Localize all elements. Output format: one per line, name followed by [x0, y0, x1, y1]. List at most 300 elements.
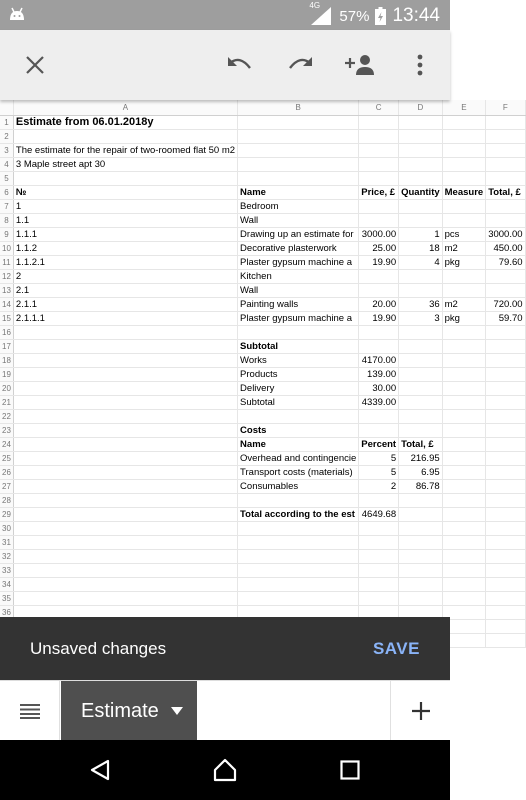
cell-e27[interactable] — [442, 479, 486, 493]
cell-f19[interactable] — [486, 367, 525, 381]
cell-b23[interactable]: Costs — [238, 423, 359, 437]
column-header-row — [0, 100, 525, 115]
cell-d33[interactable] — [399, 563, 443, 577]
row-header[interactable]: 2 — [0, 129, 13, 143]
sheets-menu-button[interactable] — [0, 681, 60, 741]
cell-c6[interactable]: Price, £ — [359, 185, 399, 199]
table-row — [0, 479, 525, 493]
cell-c18[interactable]: 4170.00 — [359, 353, 399, 367]
row-header[interactable]: 36 — [0, 605, 13, 619]
cell-b1[interactable] — [238, 115, 359, 129]
cell-d31[interactable] — [399, 535, 443, 549]
cell-f30[interactable] — [486, 521, 525, 535]
row-header[interactable]: 9 — [0, 227, 13, 241]
table-row — [0, 325, 525, 339]
cell-e26[interactable] — [442, 465, 486, 479]
column-header-d[interactable]: D — [399, 100, 443, 115]
table-row — [0, 367, 525, 381]
row-header[interactable]: 23 — [0, 423, 13, 437]
cell-d11[interactable]: 4 — [399, 255, 443, 269]
cell-a20[interactable] — [13, 381, 237, 395]
cell-b35[interactable] — [238, 591, 359, 605]
cell-d20[interactable] — [399, 381, 443, 395]
cell-f2[interactable] — [486, 129, 525, 143]
cell-e11[interactable]: pkg — [442, 255, 486, 269]
redo-icon — [286, 55, 314, 75]
cell-d9[interactable]: 1 — [399, 227, 443, 241]
cell-d3[interactable] — [399, 143, 443, 157]
table-row — [0, 171, 525, 185]
cell-c10[interactable]: 25.00 — [359, 241, 399, 255]
cell-d27[interactable]: 86.78 — [399, 479, 443, 493]
row-header[interactable]: 25 — [0, 451, 13, 465]
cell-f31[interactable] — [486, 535, 525, 549]
cell-c8[interactable] — [359, 213, 399, 227]
row-header[interactable]: 19 — [0, 367, 13, 381]
cell-f34[interactable] — [486, 577, 525, 591]
cell-b7[interactable]: Bedroom — [238, 199, 359, 213]
clock: 13:44 — [392, 5, 440, 26]
cell-a8[interactable]: 1.1 — [13, 213, 237, 227]
row-header[interactable]: 16 — [0, 325, 13, 339]
cell-a11[interactable]: 1.1.2.1 — [13, 255, 237, 269]
spreadsheet-grid[interactable] — [0, 100, 523, 617]
cell-c9[interactable]: 3000.00 — [359, 227, 399, 241]
close-button[interactable] — [11, 30, 59, 100]
cell-e4[interactable] — [442, 157, 486, 171]
cell-d26[interactable]: 6.95 — [399, 465, 443, 479]
row-header[interactable]: 29 — [0, 507, 13, 521]
cell-f35[interactable] — [486, 591, 525, 605]
cell-e31[interactable] — [442, 535, 486, 549]
cell-d29[interactable] — [399, 507, 443, 521]
cell-f33[interactable] — [486, 563, 525, 577]
more-vert-icon — [417, 54, 423, 76]
cell-a17[interactable] — [13, 339, 237, 353]
cell-b15[interactable]: Plaster gypsum machine a — [238, 311, 359, 325]
cell-b29[interactable]: Total according to the est — [238, 507, 359, 521]
row-header[interactable]: 24 — [0, 437, 13, 451]
cell-e1[interactable] — [442, 115, 486, 129]
row-header[interactable]: 33 — [0, 563, 13, 577]
cell-f24[interactable] — [486, 437, 525, 451]
cell-e32[interactable] — [442, 549, 486, 563]
table-row — [0, 577, 525, 591]
home-button[interactable] — [195, 740, 255, 800]
cell-a4[interactable]: 3 Maple street apt 30 — [13, 157, 237, 171]
cell-f13[interactable] — [486, 283, 525, 297]
cell-f26[interactable] — [486, 465, 525, 479]
cell-e19[interactable] — [442, 367, 486, 381]
cell-e23[interactable] — [442, 423, 486, 437]
cell-a15[interactable]: 2.1.1.1 — [13, 311, 237, 325]
add-sheet-button[interactable] — [390, 681, 450, 741]
back-icon — [89, 759, 111, 781]
cell-b28[interactable] — [238, 493, 359, 507]
cell-a12[interactable]: 2 — [13, 269, 237, 283]
row-header[interactable]: 11 — [0, 255, 13, 269]
sheet-tab-bar — [0, 680, 450, 740]
cell-e22[interactable] — [442, 409, 486, 423]
cell-a24[interactable] — [13, 437, 237, 451]
row-header[interactable]: 17 — [0, 339, 13, 353]
cell-a18[interactable] — [13, 353, 237, 367]
cell-c11[interactable]: 19.90 — [359, 255, 399, 269]
cell-c32[interactable] — [359, 549, 399, 563]
cell-f23[interactable] — [486, 423, 525, 437]
cell-a32[interactable] — [13, 549, 237, 563]
cell-e10[interactable]: m2 — [442, 241, 486, 255]
cell-c16[interactable] — [359, 325, 399, 339]
cell-b5[interactable] — [238, 171, 359, 185]
row-header[interactable]: 10 — [0, 241, 13, 255]
table-row — [0, 465, 525, 479]
table-row — [0, 507, 525, 521]
row-header[interactable]: 26 — [0, 465, 13, 479]
cell-b10[interactable]: Decorative plasterwork — [238, 241, 359, 255]
row-header[interactable]: 35 — [0, 591, 13, 605]
cell-b26[interactable]: Transport costs (materials) — [238, 465, 359, 479]
cell-e35[interactable] — [442, 591, 486, 605]
cell-d12[interactable] — [399, 269, 443, 283]
cell-b22[interactable] — [238, 409, 359, 423]
cell-d32[interactable] — [399, 549, 443, 563]
table-row — [0, 297, 525, 311]
cell-e24[interactable] — [442, 437, 486, 451]
cell-f32[interactable] — [486, 549, 525, 563]
cell-a5[interactable] — [13, 171, 237, 185]
cell-c5[interactable] — [359, 171, 399, 185]
cell-b3[interactable] — [238, 143, 359, 157]
table-row — [0, 591, 525, 605]
cell-d22[interactable] — [399, 409, 443, 423]
sheet-corner[interactable] — [0, 100, 13, 115]
recents-button[interactable] — [320, 740, 380, 800]
cell-b27[interactable]: Consumables — [238, 479, 359, 493]
cell-e29[interactable] — [442, 507, 486, 521]
cell-a19[interactable] — [13, 367, 237, 381]
cell-c28[interactable] — [359, 493, 399, 507]
cell-e25[interactable] — [442, 451, 486, 465]
cell-b32[interactable] — [238, 549, 359, 563]
cell-d16[interactable] — [399, 325, 443, 339]
cell-c35[interactable] — [359, 591, 399, 605]
row-header[interactable]: 31 — [0, 535, 13, 549]
cell-e15[interactable]: pkg — [442, 311, 486, 325]
cell-d5[interactable] — [399, 171, 443, 185]
row-header[interactable]: 3 — [0, 143, 13, 157]
cell-a9[interactable]: 1.1.1 — [13, 227, 237, 241]
cell-b13[interactable]: Wall — [238, 283, 359, 297]
cell-f29[interactable] — [486, 507, 525, 521]
cell-d30[interactable] — [399, 521, 443, 535]
cell-e14[interactable]: m2 — [442, 297, 486, 311]
cell-e20[interactable] — [442, 381, 486, 395]
cell-f27[interactable] — [486, 479, 525, 493]
cell-f18[interactable] — [486, 353, 525, 367]
cell-d6[interactable]: Quantity — [399, 185, 443, 199]
cell-b8[interactable]: Wall — [238, 213, 359, 227]
cell-f14[interactable]: 720.00 — [486, 297, 525, 311]
cell-a1[interactable]: Estimate from 06.01.2018y — [13, 115, 237, 129]
cell-f8[interactable] — [486, 213, 525, 227]
save-button[interactable]: SAVE — [372, 639, 420, 658]
row-header[interactable]: 27 — [0, 479, 13, 493]
cell-d34[interactable] — [399, 577, 443, 591]
cell-c7[interactable] — [359, 199, 399, 213]
cell-a3[interactable]: The estimate for the repair of two-roomed flat 50 m2 — [13, 143, 237, 157]
cell-c21[interactable]: 4339.00 — [359, 395, 399, 409]
table-row — [0, 269, 525, 283]
cell-e33[interactable] — [442, 563, 486, 577]
sheet-table — [0, 100, 526, 648]
cell-f17[interactable] — [486, 339, 525, 353]
chevron-down-icon[interactable] — [171, 707, 183, 715]
cell-b21[interactable]: Subtotal — [238, 395, 359, 409]
cell-f6[interactable]: Total, £ — [486, 185, 525, 199]
cell-a10[interactable]: 1.1.2 — [13, 241, 237, 255]
row-header[interactable]: 32 — [0, 549, 13, 563]
cell-d23[interactable] — [399, 423, 443, 437]
cell-c34[interactable] — [359, 577, 399, 591]
close-icon — [25, 55, 45, 75]
row-header[interactable]: 20 — [0, 381, 13, 395]
cell-b31[interactable] — [238, 535, 359, 549]
row-header[interactable]: 5 — [0, 171, 13, 185]
cell-a6[interactable]: № — [13, 185, 237, 199]
table-row — [0, 563, 525, 577]
cell-f15[interactable]: 59.70 — [486, 311, 525, 325]
cell-c20[interactable]: 30.00 — [359, 381, 399, 395]
cell-d14[interactable]: 36 — [399, 297, 443, 311]
row-header[interactable]: 14 — [0, 297, 13, 311]
cell-a23[interactable] — [13, 423, 237, 437]
cell-a28[interactable] — [13, 493, 237, 507]
cell-c14[interactable]: 20.00 — [359, 297, 399, 311]
cell-a30[interactable] — [13, 521, 237, 535]
cell-d28[interactable] — [399, 493, 443, 507]
back-button[interactable] — [70, 740, 130, 800]
cell-b2[interactable] — [238, 129, 359, 143]
cell-d2[interactable] — [399, 129, 443, 143]
row-header[interactable]: 15 — [0, 311, 13, 325]
undo-button[interactable] — [216, 30, 264, 100]
cell-d21[interactable] — [399, 395, 443, 409]
cell-a29[interactable] — [13, 507, 237, 521]
cell-d35[interactable] — [399, 591, 443, 605]
signal-icon — [309, 1, 333, 25]
cell-b19[interactable]: Products — [238, 367, 359, 381]
cell-f11[interactable]: 79.60 — [486, 255, 525, 269]
cell-e28[interactable] — [442, 493, 486, 507]
row-header[interactable]: 7 — [0, 199, 13, 213]
cell-c31[interactable] — [359, 535, 399, 549]
table-row — [0, 423, 525, 437]
cell-c24[interactable]: Percent — [359, 437, 399, 451]
row-header[interactable]: 13 — [0, 283, 13, 297]
cell-a16[interactable] — [13, 325, 237, 339]
cell-e34[interactable] — [442, 577, 486, 591]
battery-percent: 57% — [339, 7, 370, 25]
cell-b33[interactable] — [238, 563, 359, 577]
cell-f36[interactable] — [486, 605, 525, 619]
cell-a33[interactable] — [13, 563, 237, 577]
cell-a27[interactable] — [13, 479, 237, 493]
cell-f37[interactable] — [486, 619, 525, 633]
cell-d18[interactable] — [399, 353, 443, 367]
cell-e12[interactable] — [442, 269, 486, 283]
cell-f38[interactable] — [486, 633, 525, 647]
cell-f4[interactable] — [486, 157, 525, 171]
row-header[interactable]: 12 — [0, 269, 13, 283]
cell-f22[interactable] — [486, 409, 525, 423]
cell-a34[interactable] — [13, 577, 237, 591]
cell-e6[interactable]: Measure — [442, 185, 486, 199]
cell-a7[interactable]: 1 — [13, 199, 237, 213]
cell-c4[interactable] — [359, 157, 399, 171]
cell-c30[interactable] — [359, 521, 399, 535]
cell-b14[interactable]: Painting walls — [238, 297, 359, 311]
cell-b16[interactable] — [238, 325, 359, 339]
cell-d8[interactable] — [399, 213, 443, 227]
row-header[interactable]: 28 — [0, 493, 13, 507]
cell-c27[interactable]: 2 — [359, 479, 399, 493]
column-header-a[interactable]: A — [13, 100, 237, 115]
cell-f10[interactable]: 450.00 — [486, 241, 525, 255]
row-header[interactable]: 1 — [0, 115, 13, 129]
cell-b24[interactable]: Name — [238, 437, 359, 451]
cell-f7[interactable] — [486, 199, 525, 213]
cell-f28[interactable] — [486, 493, 525, 507]
cell-c13[interactable] — [359, 283, 399, 297]
more-options-button[interactable] — [396, 30, 444, 100]
cell-b34[interactable] — [238, 577, 359, 591]
cell-c15[interactable]: 19.90 — [359, 311, 399, 325]
cell-c33[interactable] — [359, 563, 399, 577]
cell-a2[interactable] — [13, 129, 237, 143]
cell-e17[interactable] — [442, 339, 486, 353]
cell-f3[interactable] — [486, 143, 525, 157]
cell-e7[interactable] — [442, 199, 486, 213]
cell-b30[interactable] — [238, 521, 359, 535]
cell-c12[interactable] — [359, 269, 399, 283]
cell-c17[interactable] — [359, 339, 399, 353]
table-row — [0, 493, 525, 507]
cell-e9[interactable]: pcs — [442, 227, 486, 241]
cell-e30[interactable] — [442, 521, 486, 535]
cell-f25[interactable] — [486, 451, 525, 465]
cell-f21[interactable] — [486, 395, 525, 409]
cell-a14[interactable]: 2.1.1 — [13, 297, 237, 311]
cell-e3[interactable] — [442, 143, 486, 157]
cell-a35[interactable] — [13, 591, 237, 605]
cell-b12[interactable]: Kitchen — [238, 269, 359, 283]
table-row — [0, 255, 525, 269]
cell-f9[interactable]: 3000.00 — [486, 227, 525, 241]
cell-f16[interactable] — [486, 325, 525, 339]
redo-button[interactable] — [276, 30, 324, 100]
row-header[interactable]: 4 — [0, 157, 13, 171]
cell-e8[interactable] — [442, 213, 486, 227]
cell-b6[interactable]: Name — [238, 185, 359, 199]
table-row — [0, 213, 525, 227]
cell-e2[interactable] — [442, 129, 486, 143]
cell-b20[interactable]: Delivery — [238, 381, 359, 395]
column-header-b[interactable]: B — [238, 100, 359, 115]
cell-d7[interactable] — [399, 199, 443, 213]
row-header[interactable]: 34 — [0, 577, 13, 591]
cell-c3[interactable] — [359, 143, 399, 157]
cell-a31[interactable] — [13, 535, 237, 549]
cell-e5[interactable] — [442, 171, 486, 185]
cell-e13[interactable] — [442, 283, 486, 297]
cell-a13[interactable]: 2.1 — [13, 283, 237, 297]
cell-f12[interactable] — [486, 269, 525, 283]
cell-c26[interactable]: 5 — [359, 465, 399, 479]
cell-b4[interactable] — [238, 157, 359, 171]
cell-d15[interactable]: 3 — [399, 311, 443, 325]
cell-b18[interactable]: Works — [238, 353, 359, 367]
cell-b9[interactable]: Drawing up an estimate for — [238, 227, 359, 241]
row-header[interactable]: 22 — [0, 409, 13, 423]
cell-b11[interactable]: Plaster gypsum machine a — [238, 255, 359, 269]
cell-f5[interactable] — [486, 171, 525, 185]
cell-c1[interactable] — [359, 115, 399, 129]
cell-a21[interactable] — [13, 395, 237, 409]
cell-c29[interactable]: 4649.68 — [359, 507, 399, 521]
cell-e21[interactable] — [442, 395, 486, 409]
undo-icon — [226, 55, 254, 75]
snackbar-message: Unsaved changes — [30, 639, 167, 658]
table-row — [0, 185, 525, 199]
cell-f1[interactable] — [486, 115, 525, 129]
cell-c23[interactable] — [359, 423, 399, 437]
cell-c2[interactable] — [359, 129, 399, 143]
cell-a22[interactable] — [13, 409, 237, 423]
cell-c19[interactable]: 139.00 — [359, 367, 399, 381]
cell-d24[interactable]: Total, £ — [399, 437, 443, 451]
cell-c25[interactable]: 5 — [359, 451, 399, 465]
table-row — [0, 451, 525, 465]
cell-d19[interactable] — [399, 367, 443, 381]
cell-d25[interactable]: 216.95 — [399, 451, 443, 465]
add-person-button[interactable] — [336, 30, 384, 100]
cell-d13[interactable] — [399, 283, 443, 297]
cell-e16[interactable] — [442, 325, 486, 339]
column-header-e[interactable]: E — [442, 100, 486, 115]
column-header-c[interactable]: C — [359, 100, 399, 115]
cell-a26[interactable] — [13, 465, 237, 479]
cell-a25[interactable] — [13, 451, 237, 465]
column-header-f[interactable]: F — [486, 100, 525, 115]
row-header[interactable]: 30 — [0, 521, 13, 535]
cell-b25[interactable]: Overhead and contingencie — [238, 451, 359, 465]
cell-e18[interactable] — [442, 353, 486, 367]
cell-f20[interactable] — [486, 381, 525, 395]
cell-b17[interactable]: Subtotal — [238, 339, 359, 353]
cell-d1[interactable] — [399, 115, 443, 129]
row-header[interactable]: 21 — [0, 395, 13, 409]
navigation-bar — [0, 740, 450, 800]
tab-estimate[interactable] — [61, 681, 197, 741]
cell-d10[interactable]: 18 — [399, 241, 443, 255]
cell-d17[interactable] — [399, 339, 443, 353]
row-header[interactable]: 18 — [0, 353, 13, 367]
row-header[interactable]: 8 — [0, 213, 13, 227]
cell-d4[interactable] — [399, 157, 443, 171]
cell-c22[interactable] — [359, 409, 399, 423]
row-header[interactable]: 6 — [0, 185, 13, 199]
